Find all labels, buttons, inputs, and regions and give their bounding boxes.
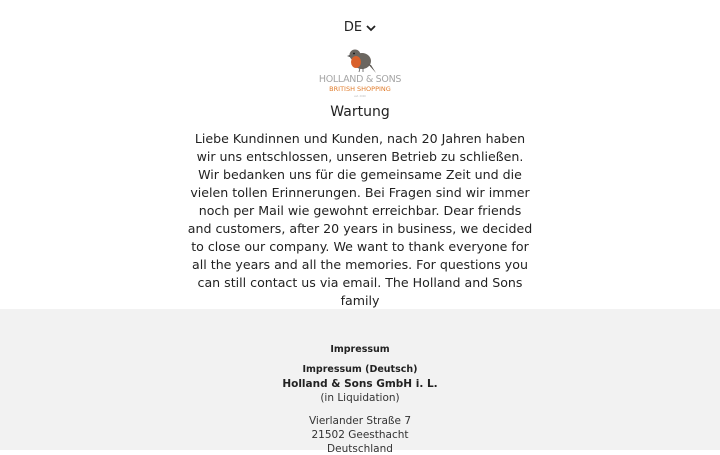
address-street: Vierlander Straße 7 [308, 415, 412, 427]
language-label: DE [343, 20, 363, 35]
page-title: Wartung [330, 104, 390, 120]
company-name: Holland & Sons GmbH i. L. [282, 378, 438, 390]
language-selector[interactable] [344, 20, 376, 35]
impressum-heading: Impressum [330, 344, 390, 355]
address-country: Deutschland [327, 443, 393, 455]
chevron-down-icon [366, 24, 376, 32]
language-selector-wrapper [0, 20, 720, 35]
impressum-subheading: Impressum (Deutsch) [302, 364, 418, 375]
maintenance-message: Liebe Kundinnen und Kunden, nach 20 Jahren haben wir uns entschlossen, unseren Betrieb zu schließen. Wir bedanken uns für die gemeinsame Zeit und die vielen tollen Erinnerungen. Bei Fragen sind wir immer noch per Mail wie gewohnt erreichbar. Dear friends and customers, after 20 years in business, we decided to close our company. We want to thank everyone for all the years and all the memories. For questions you can still contact us via email. The Holland and Sons family [187, 131, 533, 308]
logo-tagline: est. 2000 [354, 95, 366, 98]
logo-subtext: BRITISH SHOPPING [329, 85, 391, 93]
liquidation-note: (in Liquidation) [320, 392, 400, 404]
logo-text: HOLLAND & SONS [318, 74, 402, 85]
address-city: 21502 Geesthacht [311, 429, 409, 441]
footer [0, 309, 720, 455]
logo [310, 47, 410, 99]
robin-icon [310, 47, 410, 99]
